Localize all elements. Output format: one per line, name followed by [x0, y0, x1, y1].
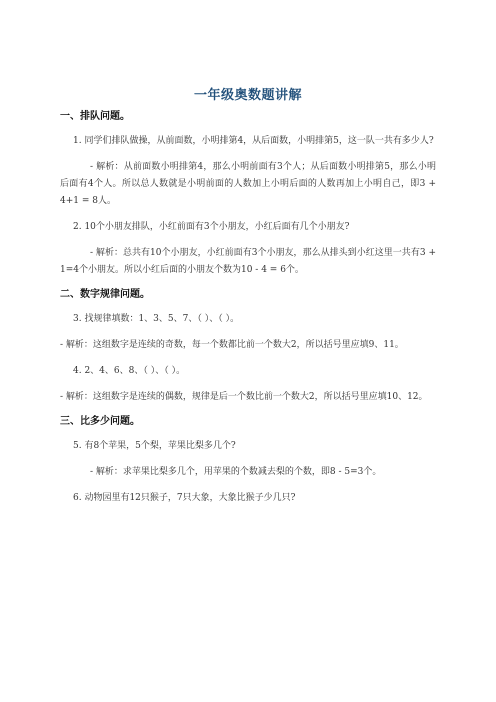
section-comparison	[60, 415, 436, 507]
question-3: 3. 找规律填数：1、3、5、7、（ ）、（ ）。	[73, 314, 240, 324]
question-6: 6. 动物园里有12只猴子，7只大象，大象比猴子少几只?	[73, 493, 296, 503]
question-5: 5. 有8个苹果，5个梨，苹果比梨多几个?	[73, 441, 236, 451]
doc-content	[60, 110, 436, 507]
answer-3: - 解析：这组数字是连续的奇数，每一个数都比前一个数大2，所以括号里应填9、11。	[60, 340, 404, 350]
section-number-pattern	[60, 288, 436, 406]
question-1: 1. 同学们排队做操，从前面数，小明排第4，从后面数，小明排第5，这一队一共有多少人?	[73, 136, 434, 146]
answer-5: - 解析：求苹果比梨多几个，用苹果的个数减去梨的个数，即8 - 5=3个。	[90, 467, 382, 477]
section-heading: 一、排队问题。	[60, 111, 130, 122]
section-queue	[60, 110, 436, 279]
question-2: 2. 10个小朋友排队，小红前面有3个小朋友，小红后面有几个小朋友?	[73, 222, 350, 232]
answer-2: - 解析：总共有10个小朋友，小红前面有3个小朋友，那么从排头到小红这里一共有3 + 1=4个小朋友。所以小红后面的小朋友个数为10 - 4 = 6个。	[60, 248, 436, 275]
section-heading: 二、数字规律问题。	[60, 289, 150, 300]
doc-title: 一年级奥数题讲解	[193, 88, 302, 103]
question-4: 4. 2、4、6、8、（ ）、（ ）。	[73, 366, 186, 376]
section-heading: 三、比多少问题。	[60, 416, 140, 427]
answer-4: - 解析：这组数字是连续的偶数，规律是后一个数比前一个数大2，所以括号里应填10、12。	[60, 392, 428, 402]
answer-1: - 解析：从前面数小明排第4，那么小明前面有3个人；从后面数小明排第5，那么小明后面有4个人。所以总人数就是小明前面的人数加上小明后面的人数再加上小明自己，即3 + 4+1 = 8人。	[60, 162, 436, 206]
